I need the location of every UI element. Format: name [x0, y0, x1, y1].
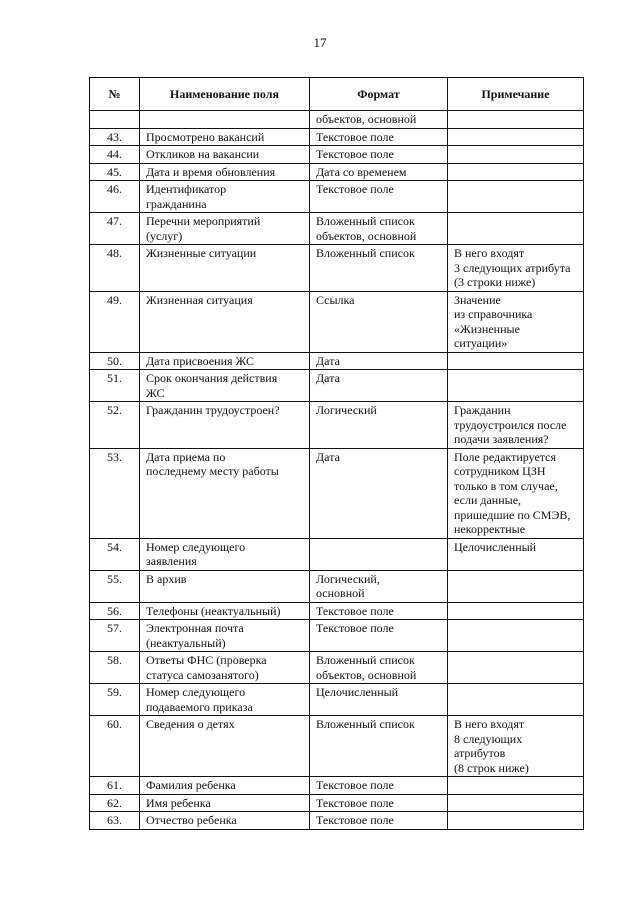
field-name-text: Ответы ФНС (проверка статуса самозанятого) [146, 653, 267, 682]
field-format-text: Вложенный список объектов, основной [316, 214, 417, 243]
table-row [90, 245, 584, 292]
table-row [90, 111, 584, 129]
field-name-text: Жизненная ситуация [146, 292, 253, 307]
row-number [90, 245, 140, 292]
field-name [140, 128, 310, 146]
table-row [90, 684, 584, 716]
field-format [310, 128, 448, 146]
row-number-text: 56. [107, 603, 122, 618]
field-name-text: Откликов на вакансии [146, 147, 260, 161]
table-row [90, 370, 584, 402]
field-name-text: Отчество ребенка [146, 813, 237, 827]
table-row [90, 213, 584, 245]
row-number-text: 43. [107, 129, 122, 144]
header-number: № [90, 78, 140, 111]
field-format-text: Текстовое поле [316, 147, 394, 161]
field-name-text: Сведения о детях [146, 717, 235, 731]
field-name-text: Фамилия ребенка [146, 778, 236, 792]
field-note [448, 352, 584, 370]
field-format-text: Дата [316, 371, 340, 385]
field-name-text: Просмотрено вакансий [146, 129, 265, 144]
field-name-text: Гражданин трудоустроен? [146, 403, 280, 417]
row-number-text: 57. [107, 621, 122, 635]
row-number-text: 53. [107, 449, 122, 464]
field-name-text: Дата приема по последнему месту работы [146, 449, 279, 478]
row-number [90, 448, 140, 538]
row-number [90, 402, 140, 449]
row-number [90, 570, 140, 602]
field-name [140, 538, 310, 570]
field-note [448, 111, 584, 129]
field-note [448, 163, 584, 181]
field-format [310, 602, 448, 620]
row-number [90, 181, 140, 213]
field-note [448, 620, 584, 652]
field-name-text: Срок окончания действия ЖС [146, 371, 278, 400]
field-note [448, 777, 584, 795]
field-name [140, 570, 310, 602]
field-note [448, 538, 584, 570]
field-format [310, 448, 448, 538]
field-note-text: Гражданин трудоустроился после подачи заявления? [454, 403, 567, 446]
table-row [90, 620, 584, 652]
field-name [140, 163, 310, 181]
row-number [90, 794, 140, 812]
row-number [90, 352, 140, 370]
row-number-text: 47. [107, 214, 122, 228]
row-number-text: 45. [107, 164, 122, 179]
field-format [310, 352, 448, 370]
table-row [90, 291, 584, 352]
field-format-text: Вложенный список объектов, основной [316, 653, 417, 682]
field-name [140, 402, 310, 449]
field-format-text: Текстовое поле [316, 603, 394, 618]
row-number [90, 602, 140, 620]
field-format-text: Логический [316, 403, 377, 417]
row-number [90, 146, 140, 164]
row-number-text: 58. [107, 653, 122, 667]
field-note [448, 652, 584, 684]
field-format-text: Текстовое поле [316, 129, 394, 144]
field-format-text: Вложенный список [316, 246, 415, 260]
table-row [90, 128, 584, 146]
row-number-text: 63. [107, 813, 122, 827]
field-note [448, 370, 584, 402]
row-number-text: 55. [107, 571, 122, 586]
table-row [90, 538, 584, 570]
field-format [310, 181, 448, 213]
row-number-text: 48. [107, 246, 122, 260]
field-format [310, 163, 448, 181]
field-format [310, 370, 448, 402]
field-note [448, 245, 584, 292]
field-name-text: Телефоны (неактуальный) [146, 603, 281, 618]
field-name [140, 652, 310, 684]
table-row [90, 448, 584, 538]
field-format-text: Вложенный список [316, 717, 415, 731]
row-number [90, 370, 140, 402]
row-number-text: 46. [107, 182, 122, 196]
field-format [310, 111, 448, 129]
field-note [448, 716, 584, 777]
field-note [448, 146, 584, 164]
table-body [90, 111, 584, 830]
field-name [140, 352, 310, 370]
field-note [448, 602, 584, 620]
field-name [140, 448, 310, 538]
field-note [448, 812, 584, 830]
field-name [140, 794, 310, 812]
field-format [310, 684, 448, 716]
field-format-text: Текстовое поле [316, 182, 394, 196]
row-number-text: 49. [107, 292, 122, 307]
field-name [140, 370, 310, 402]
field-name [140, 181, 310, 213]
field-name-text: Имя ребенка [146, 795, 211, 810]
field-format [310, 652, 448, 684]
field-format [310, 402, 448, 449]
row-number [90, 213, 140, 245]
row-number-text: 51. [107, 371, 122, 385]
row-number [90, 163, 140, 181]
field-name-text: Электронная почта (неактуальный) [146, 621, 244, 650]
table-header-row [90, 78, 584, 111]
row-number-text: 60. [107, 717, 122, 731]
header-field-name: Наименование поля [140, 78, 310, 111]
field-name [140, 291, 310, 352]
row-number [90, 291, 140, 352]
field-name [140, 602, 310, 620]
field-format-text: Логический, основной [316, 571, 380, 600]
field-note-text: Целочисленный [454, 539, 537, 554]
field-format-text: Текстовое поле [316, 621, 394, 635]
table-row [90, 163, 584, 181]
field-format [310, 291, 448, 352]
table-row [90, 146, 584, 164]
field-name-text: Дата присвоения ЖС [146, 353, 254, 368]
field-name [140, 146, 310, 164]
field-format-text: объектов, основной [316, 112, 417, 126]
field-name-text: Жизненные ситуации [146, 246, 257, 260]
field-name [140, 812, 310, 830]
field-name-text: Перечни мероприятий (услуг) [146, 214, 261, 243]
field-note [448, 181, 584, 213]
row-number-text: 59. [107, 685, 122, 699]
field-note-text: Значение из справочника «Жизненные ситуации» [454, 292, 533, 350]
table-row [90, 812, 584, 830]
row-number [90, 777, 140, 795]
row-number-text: 54. [107, 539, 122, 554]
field-format-text: Ссылка [316, 292, 355, 307]
field-format [310, 245, 448, 292]
field-name-text: Номер следующего заявления [146, 539, 246, 568]
field-format [310, 812, 448, 830]
field-format [310, 538, 448, 570]
field-note-text: Поле редактируется сотрудником ЦЗН только в том случае, если данные, пришедшие по СМЭВ, некорректные [454, 449, 571, 536]
field-note-text: В него входят 8 следующих атрибутов (8 строк ниже) [454, 717, 529, 775]
field-format [310, 716, 448, 777]
field-note [448, 570, 584, 602]
table-row [90, 794, 584, 812]
table-row [90, 570, 584, 602]
field-format-text: Дата [316, 353, 340, 368]
field-format [310, 620, 448, 652]
table-row [90, 777, 584, 795]
field-format [310, 794, 448, 812]
table-row [90, 352, 584, 370]
field-format [310, 570, 448, 602]
field-name [140, 245, 310, 292]
field-name-text: Номер следующего подаваемого приказа [146, 685, 253, 714]
row-number-text: 44. [107, 147, 122, 161]
field-format [310, 213, 448, 245]
field-note [448, 794, 584, 812]
header-format: Формат [310, 78, 448, 111]
page-number: 17 [313, 35, 327, 50]
field-format [310, 146, 448, 164]
row-number [90, 716, 140, 777]
table-row [90, 652, 584, 684]
row-number [90, 620, 140, 652]
field-name [140, 620, 310, 652]
row-number [90, 812, 140, 830]
field-format [310, 777, 448, 795]
field-format-text: Целочисленный [316, 685, 399, 699]
table-row [90, 602, 584, 620]
field-format-text: Дата со временем [316, 164, 407, 179]
field-name [140, 213, 310, 245]
field-note [448, 128, 584, 146]
field-format-text: Текстовое поле [316, 778, 394, 792]
field-name-text: В архив [146, 571, 187, 586]
field-name [140, 111, 310, 129]
field-note-text: В него входят 3 следующих атрибута (3 строки ниже) [454, 246, 571, 289]
field-name [140, 777, 310, 795]
field-note [448, 402, 584, 449]
field-format-text: Текстовое поле [316, 795, 394, 810]
row-number [90, 652, 140, 684]
table-row [90, 402, 584, 449]
row-number [90, 538, 140, 570]
table-row [90, 716, 584, 777]
row-number-text: 52. [107, 403, 122, 417]
field-name [140, 684, 310, 716]
field-format-text: Текстовое поле [316, 813, 394, 827]
row-number [90, 128, 140, 146]
field-note [448, 684, 584, 716]
fields-table [89, 77, 584, 830]
row-number [90, 684, 140, 716]
field-name-text: Идентификатор гражданина [146, 182, 227, 211]
field-note [448, 448, 584, 538]
row-number-text: 62. [107, 795, 122, 810]
field-note [448, 291, 584, 352]
field-name [140, 716, 310, 777]
row-number [90, 111, 140, 129]
field-note [448, 213, 584, 245]
field-format-text: Дата [316, 449, 340, 464]
field-name-text: Дата и время обновления [146, 164, 276, 179]
row-number-text: 61. [107, 778, 122, 792]
header-note: Примечание [448, 78, 584, 111]
table-row [90, 181, 584, 213]
row-number-text: 50. [107, 353, 122, 368]
